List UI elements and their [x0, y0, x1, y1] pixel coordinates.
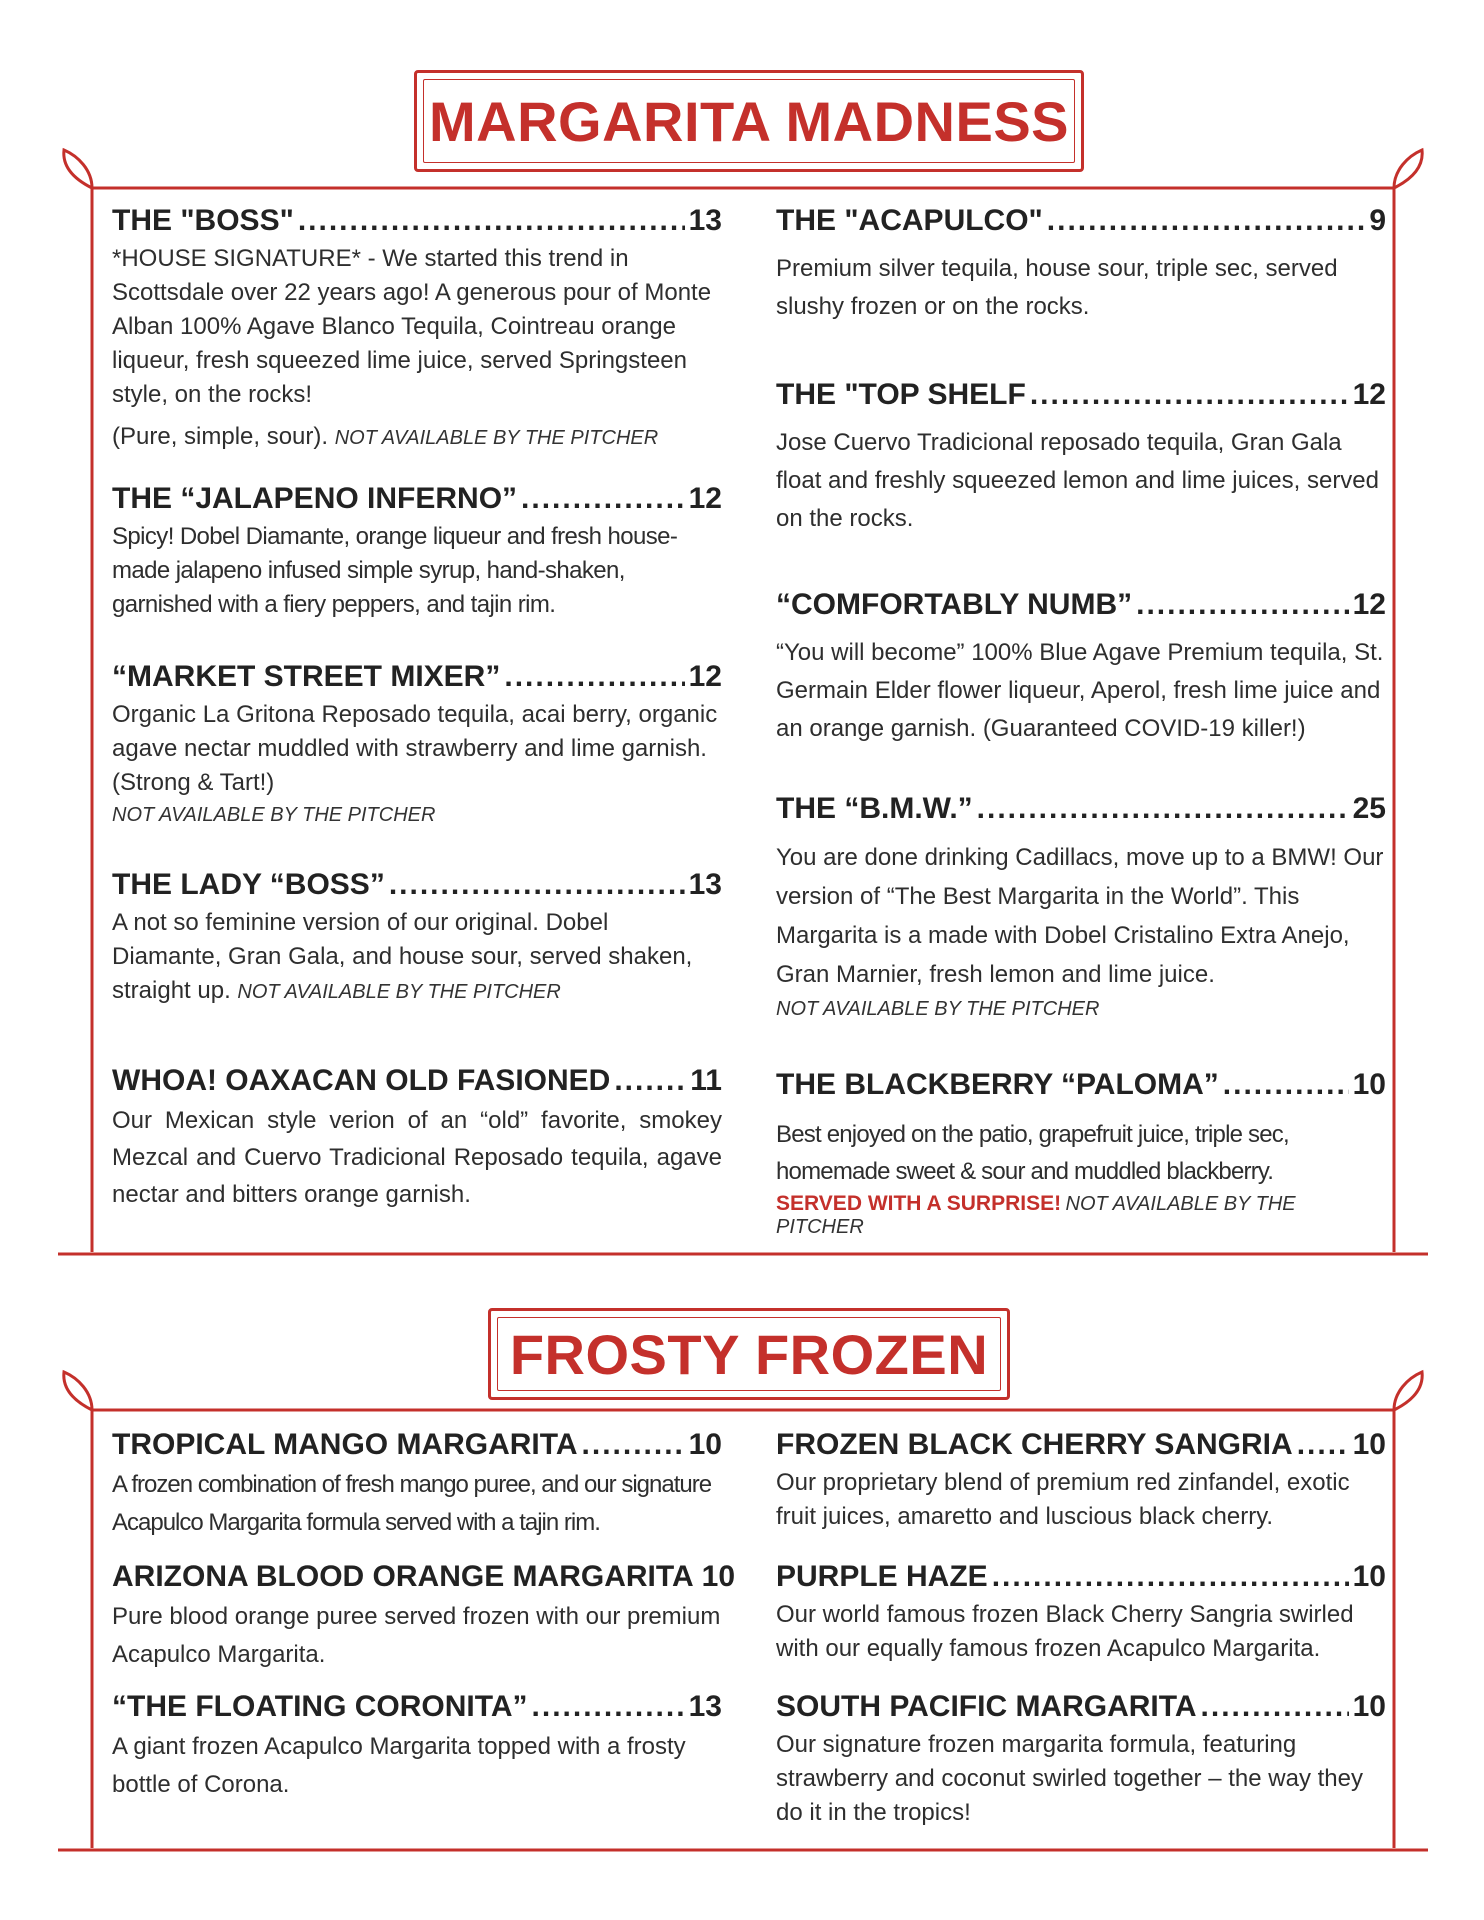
item-price: 12	[1352, 588, 1386, 621]
item-description: Best enjoyed on the patio, grapefruit juice, triple sec, homemade sweet & sour and muddled blackberry.	[776, 1121, 1289, 1185]
item-price: 10	[688, 1428, 722, 1461]
item-name: THE "BOSS"	[112, 204, 294, 237]
menu-item	[776, 204, 1386, 326]
item-price: 10	[701, 1560, 736, 1593]
frosty-frozen-section	[0, 1300, 1484, 1900]
item-description: Pure blood orange puree served frozen with our premium Acapulco Margarita.	[112, 1603, 721, 1668]
item-price: 12	[1352, 378, 1386, 411]
pitcher-note: NOT AVAILABLE BY THE PITCHER	[334, 427, 659, 449]
menu-item	[776, 378, 1386, 538]
item-name: THE BLACKBERRY “PALOMA”	[776, 1068, 1219, 1101]
item-price: 9	[1369, 204, 1386, 237]
item-name: THE “B.M.W.”	[776, 792, 973, 825]
menu-item	[112, 1064, 722, 1213]
menu-item	[776, 588, 1386, 748]
item-name: PURPLE HAZE	[776, 1560, 988, 1593]
item-description: A frozen combination of fresh mango puree, and our signature Acapulco Margarita formula served with a tajin rim.	[112, 1471, 712, 1536]
item-price: 13	[688, 1690, 722, 1723]
item-description: You are done drinking Cadillacs, move up to a BMW! Our version of “The Best Margarita in the World”. This Margarita is a made with Dobel Cristalino Extra Anejo, Gran Marnier, fresh lemon and lime juice.	[776, 844, 1384, 988]
item-price: 10	[1352, 1560, 1386, 1593]
item-price: 12	[688, 660, 722, 693]
right-column	[776, 204, 1386, 1244]
menu-item	[112, 1428, 722, 1542]
item-description: “You will become” 100% Blue Agave Premium tequila, St. Germain Elder flower liqueur, Aperol, fresh lime juice and an orange garnish. (Guaranteed COVID-19 killer!)	[776, 639, 1384, 742]
item-description: *HOUSE SIGNATURE* - We started this trend in Scottsdale over 22 years ago! A generous pour of Monte Alban 100% Agave Blanco Tequila, Cointreau orange liqueur, fresh squeezed lime juice, served Springsteen style, on the rocks!	[112, 245, 712, 408]
item-description-extra: (Pure, simple, sour).	[112, 423, 329, 450]
item-name: THE "ACAPULCO"	[776, 204, 1043, 237]
item-name: WHOA! OAXACAN OLD FASIONED	[112, 1064, 611, 1097]
item-description: Our proprietary blend of premium red zinfandel, exotic fruit juices, amaretto and luscious black cherry.	[776, 1469, 1350, 1530]
section-title: MARGARITA MADNESS	[414, 70, 1084, 172]
item-name: THE “JALAPENO INFERNO”	[112, 482, 518, 515]
left-column	[112, 204, 722, 1244]
menu-item	[776, 1560, 1386, 1666]
item-name: THE LADY “BOSS”	[112, 868, 385, 901]
item-description: Organic La Gritona Reposado tequila, acai berry, organic agave nectar muddled with strawberry and lime garnish. (Strong & Tart!)	[112, 701, 718, 796]
menu-item	[112, 1690, 722, 1804]
pitcher-note: NOT AVAILABLE BY THE PITCHER	[237, 981, 561, 1003]
menu-item	[776, 1690, 1386, 1830]
item-description: Our Mexican style verion of an “old” favorite, smokey Mezcal and Cuervo Tradicional Reposado tequila, agave nectar and bitters orange garnish.	[112, 1107, 722, 1208]
menu-item	[112, 660, 722, 827]
item-description: Our world famous frozen Black Cherry Sangria swirled with our equally famous frozen Acapulco Margarita.	[776, 1601, 1354, 1662]
menu-item	[112, 204, 722, 455]
item-description: Our signature frozen margarita formula, featuring strawberry and coconut swirled together – the way they do it in the tropics!	[776, 1731, 1363, 1826]
item-name: SOUTH PACIFIC MARGARITA	[776, 1690, 1197, 1723]
menu-item	[112, 1560, 736, 1674]
item-description: Premium silver tequila, house sour, triple sec, served slushy frozen or on the rocks.	[776, 255, 1338, 320]
menu-item	[776, 1068, 1386, 1239]
item-name: “THE FLOATING CORONITA”	[112, 1690, 528, 1723]
left-column	[112, 1428, 736, 1848]
item-price: 13	[688, 204, 722, 237]
menu-item	[776, 792, 1386, 1021]
item-name: ARIZONA BLOOD ORANGE MARGARITA	[112, 1560, 694, 1593]
menu-item	[112, 868, 722, 1009]
pitcher-note: NOT AVAILABLE BY THE PITCHER	[776, 1193, 1296, 1238]
item-name: “COMFORTABLY NUMB”	[776, 588, 1133, 621]
item-price: 13	[688, 868, 722, 901]
item-description: Jose Cuervo Tradicional reposado tequila, Gran Gala float and freshly squeezed lemon and lime juices, served on the rocks.	[776, 429, 1379, 532]
right-column	[776, 1428, 1386, 1848]
pitcher-note: NOT AVAILABLE BY THE PITCHER	[776, 998, 1100, 1020]
item-price: 10	[1352, 1428, 1386, 1461]
item-price: 10	[1352, 1068, 1386, 1101]
item-description: Spicy! Dobel Diamante, orange liqueur and fresh house-made jalapeno infused simple syrup, hand-shaken, garnished with a fiery peppers, and tajin rim.	[112, 523, 678, 618]
menu-item	[776, 1428, 1386, 1534]
section-title: FROSTY FROZEN	[488, 1308, 1010, 1400]
surprise-label: SERVED WITH A SURPRISE!	[776, 1192, 1062, 1215]
item-price: 10	[1352, 1690, 1386, 1723]
item-name: FROZEN BLACK CHERRY SANGRIA	[776, 1428, 1293, 1461]
menu-item	[112, 482, 722, 622]
item-name: THE "TOP SHELF	[776, 378, 1026, 411]
item-price: 12	[688, 482, 722, 515]
item-price: 25	[1352, 792, 1386, 825]
item-name: TROPICAL MANGO MARGARITA	[112, 1428, 578, 1461]
item-price: 11	[690, 1064, 722, 1097]
item-description: A giant frozen Acapulco Margarita topped with a frosty bottle of Corona.	[112, 1733, 686, 1798]
item-name: “MARKET STREET MIXER”	[112, 660, 501, 693]
item-description: A not so feminine version of our original. Dobel Diamante, Gran Gala, and house sour, served shaken, straight up.	[112, 909, 693, 1004]
pitcher-note: NOT AVAILABLE BY THE PITCHER	[112, 804, 436, 826]
